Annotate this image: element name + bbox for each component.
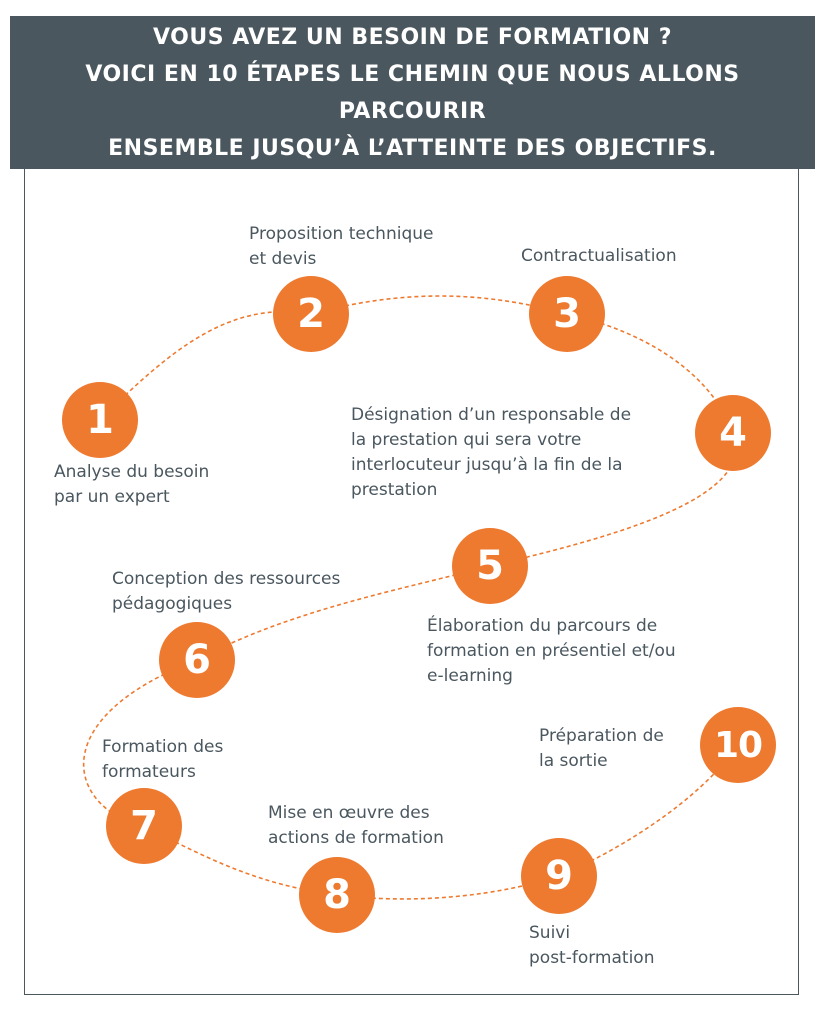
step-3-badge: 3 <box>529 276 605 352</box>
step-8-label: Mise en œuvre des actions de formation <box>268 803 444 848</box>
step-1-label: Analyse du besoin par un expert <box>54 462 210 507</box>
step-4-label: Désignation d’un responsable de la prestation qui sera votre interlocuteur jusqu’à la fin de la prestation <box>351 405 632 500</box>
header-line-1: VOUS AVEZ UN BESOIN DE FORMATION ? <box>152 24 672 50</box>
step-7-label: Formation des formateurs <box>102 737 224 782</box>
step-5-label: Élaboration du parcours de formation en présentiel et/ou e-learning <box>427 616 676 686</box>
step-9-badge: 9 <box>521 838 597 914</box>
step-4-badge: 4 <box>695 395 771 471</box>
step-1-badge: 1 <box>62 382 138 458</box>
step-8-badge: 8 <box>299 857 375 933</box>
header-line-3: ENSEMBLE JUSQU’À L’ATTEINTE DES OBJECTIFS. <box>108 135 717 161</box>
step-10-label: Préparation de la sortie <box>539 726 664 771</box>
step-5-badge: 5 <box>452 528 528 604</box>
step-6-badge: 6 <box>159 622 235 698</box>
step-3-label: Contractualisation <box>521 246 677 266</box>
step-2-label: Proposition technique et devis <box>249 224 434 269</box>
step-7-badge: 7 <box>106 788 182 864</box>
header-line-2: VOICI EN 10 ÉTAPES LE CHEMIN QUE NOUS ALLONS PARCOURIR <box>85 61 740 124</box>
step-10-badge: 10 <box>700 707 776 783</box>
step-9-label: Suivi post-formation <box>529 923 655 968</box>
step-6-label: Conception des ressources pédagogiques <box>112 569 341 614</box>
step-2-badge: 2 <box>273 276 349 352</box>
